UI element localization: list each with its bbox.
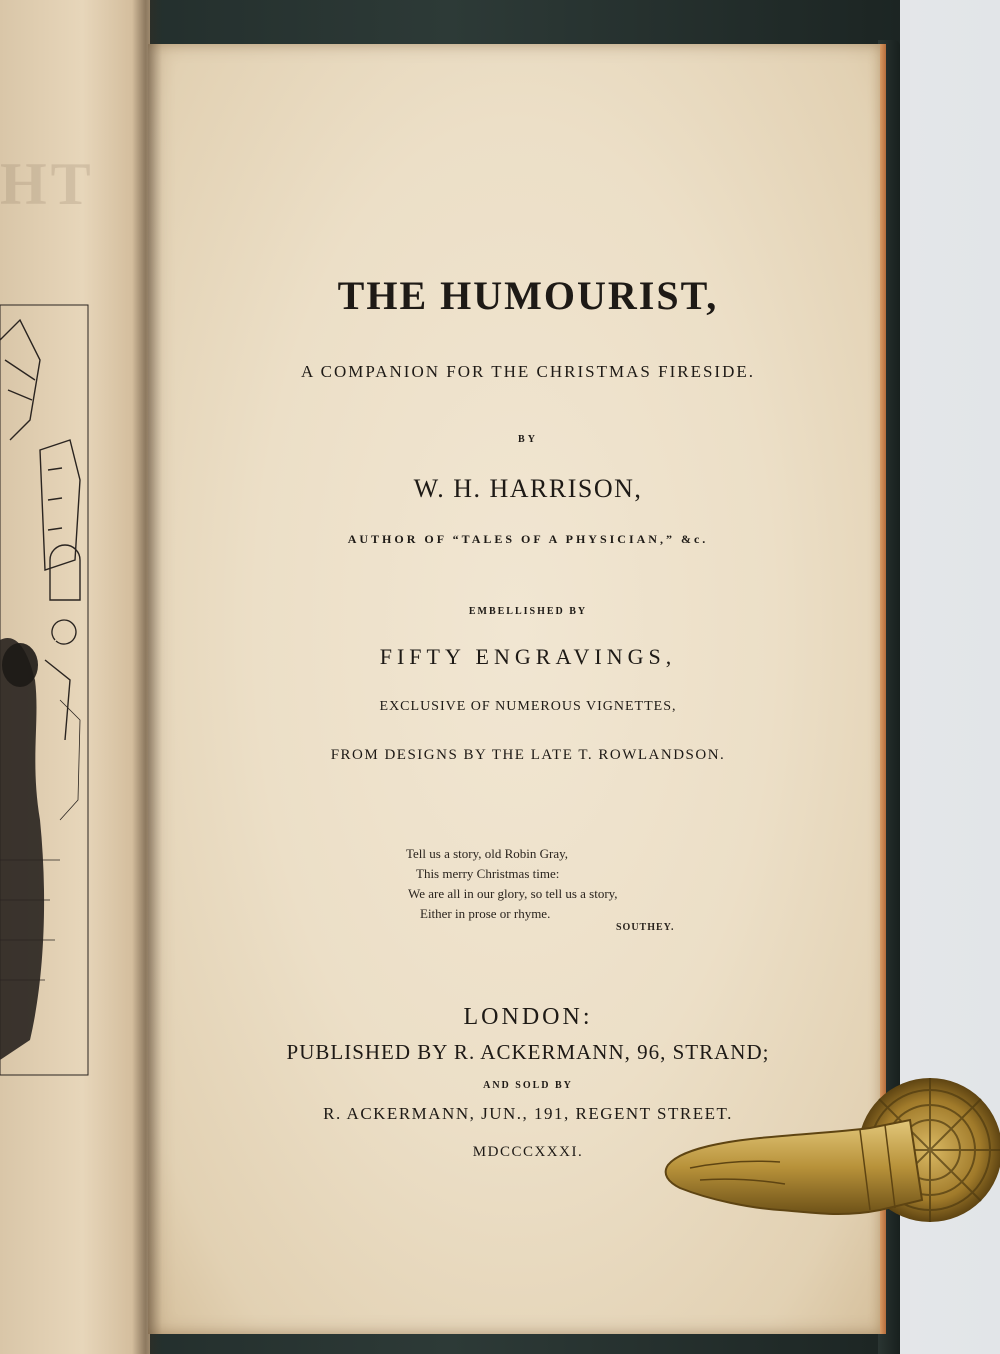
- imprint-sold-by: AND SOLD BY: [483, 1080, 573, 1091]
- imprint-city: LONDON:: [463, 1004, 593, 1030]
- imprint-seller: R. ACKERMANN, JUN., 191, REGENT STREET.: [323, 1104, 733, 1123]
- engravings-line: FIFTY ENGRAVINGS,: [379, 644, 677, 669]
- verse-attribution: SOUTHEY.: [616, 922, 675, 933]
- frontispiece-page: [0, 0, 150, 1354]
- verse-line: This merry Christmas time:: [416, 866, 560, 881]
- verse-line: Either in prose or rhyme.: [420, 906, 551, 921]
- imprint-publisher: PUBLISHED BY R. ACKERMANN, 96, STRAND;: [286, 1040, 770, 1064]
- brass-hand-clip-icon: [660, 1050, 1000, 1270]
- exclusive-line: EXCLUSIVE OF NUMEROUS VIGNETTES,: [379, 699, 677, 714]
- verse-line: Tell us a story, old Robin Gray,: [406, 846, 569, 861]
- frontispiece-engraving: [0, 300, 90, 1080]
- book-gutter: [132, 0, 162, 1354]
- book-subtitle: A COMPANION FOR THE CHRISTMAS FIRESIDE.: [301, 362, 755, 381]
- author-credits: AUTHOR OF “TALES OF A PHYSICIAN,” &c.: [347, 532, 709, 546]
- author-name: W. H. HARRISON,: [413, 474, 643, 503]
- imprint-date: MDCCCXXXI.: [472, 1144, 584, 1160]
- show-through-text: HT: [0, 151, 95, 217]
- book-title: THE HUMOURIST,: [337, 273, 719, 318]
- verse-line: We are all in our glory, so tell us a story,: [408, 886, 618, 901]
- epigraph: [406, 844, 686, 933]
- designs-line: FROM DESIGNS BY THE LATE T. ROWLANDSON.: [330, 747, 726, 763]
- embellished-by: EMBELLISHED BY: [468, 606, 588, 617]
- by-line: BY: [518, 434, 538, 445]
